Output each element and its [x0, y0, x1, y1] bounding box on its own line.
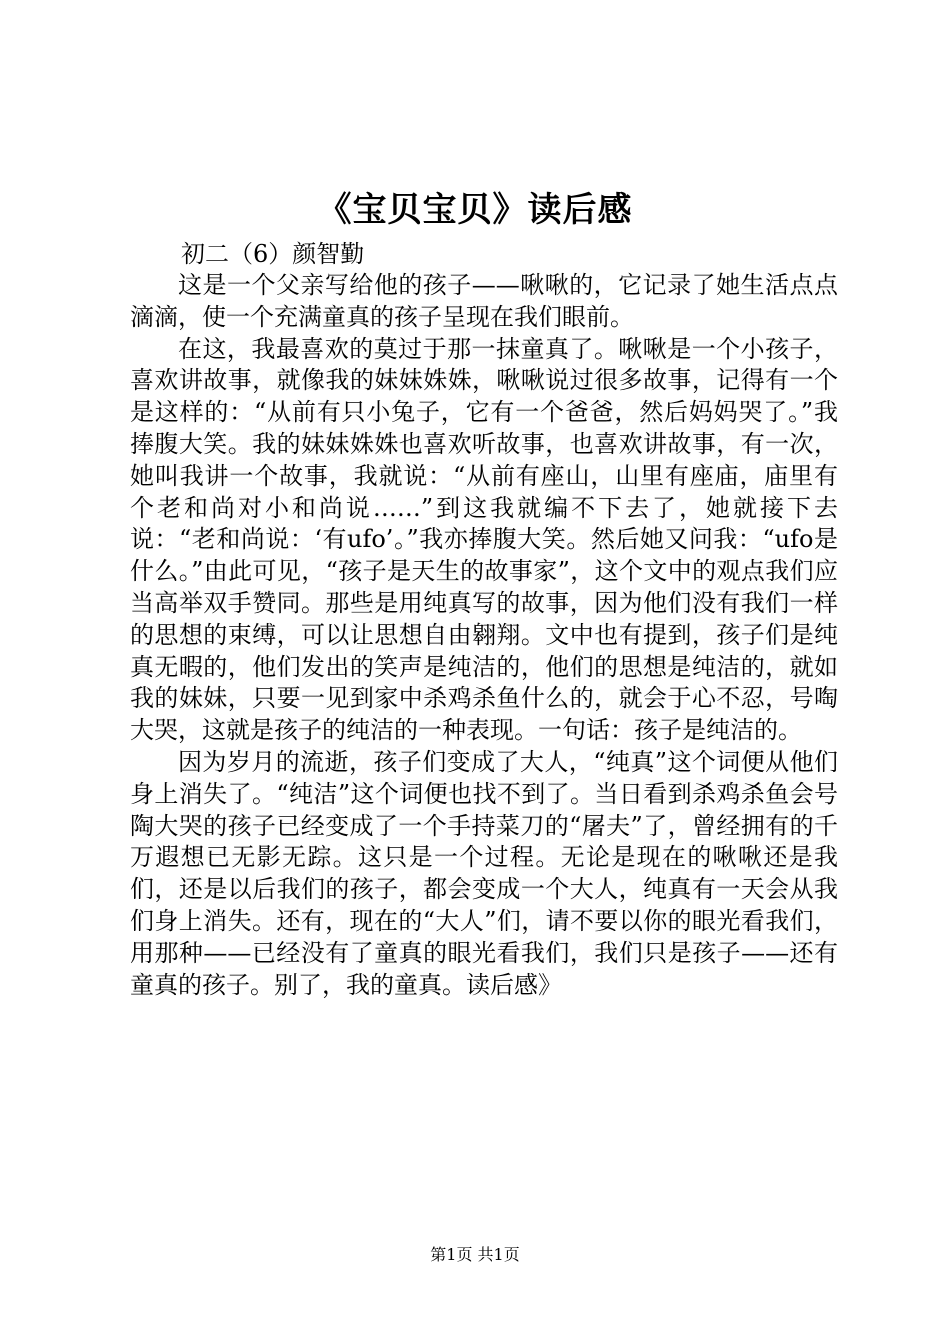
page-footer: 第1页 共1页 [430, 1245, 520, 1264]
paragraph: 这是一个父亲写给他的孩子——啾啾的，它记录了她生活点点滴滴，使一个充满童真的孩子呈现在我们眼前。 [130, 271, 838, 331]
paragraph: 在这，我最喜欢的莫过于那一抹童真了。啾啾是一个小孩子，喜欢讲故事，就像我的妹妹姝姝，啾啾说过很多故事，记得有一个是这样的：“从前有只小兔子，它有一个爸爸，然后妈妈哭了。”我捧腹大笑。我的妹妹姝姝也喜欢听故事，也喜欢讲故事，有一次，她叫我讲一个故事，我就说：“从前有座山，山里有座庙，庙里有个老和尚对小和尚说……”到这我就编不下去了，她就接下去说：“老和尚说：‘有ufo’。”我亦捧腹大笑。然后她又问我：“ufo是什么。”由此可见，“孩子是天生的故事家”，这个文中的观点我们应当高举双手赞同。那些是用纯真写的故事，因为他们没有我们一样的思想的束缚，可以让思想自由翱翔。文中也有提到，孩子们是纯真无暇的，他们发出的笑声是纯洁的，他们的思想是纯洁的，就如我的妹妹，只要一见到家中杀鸡杀鱼什么的，就会于心不忍，号啕大哭，这就是孩子的纯洁的一种表现。一句话：孩子是纯洁的。 [130, 334, 838, 745]
document-title: 《宝贝宝贝》读后感 [317, 190, 633, 230]
author-line: 初二（6）颜智勤 [181, 240, 365, 268]
document-body [130, 270, 838, 1001]
paragraph: 因为岁月的流逝，孩子们变成了大人，“纯真”这个词便从他们身上消失了。“纯洁”这个词便也找不到了。当日看到杀鸡杀鱼会号陶大哭的孩子已经变成了一个手持菜刀的“屠夫”了，曾经拥有的千万遐想已无影无踪。这只是一个过程。无论是现在的啾啾还是我们，还是以后我们的孩子，都会变成一个大人，纯真有一天会从我们身上消失。还有，现在的“大人”们，请不要以你的眼光看我们，用那种——已经没有了童真的眼光看我们，我们只是孩子——还有童真的孩子。别了，我的童真。读后感》 [130, 747, 838, 999]
